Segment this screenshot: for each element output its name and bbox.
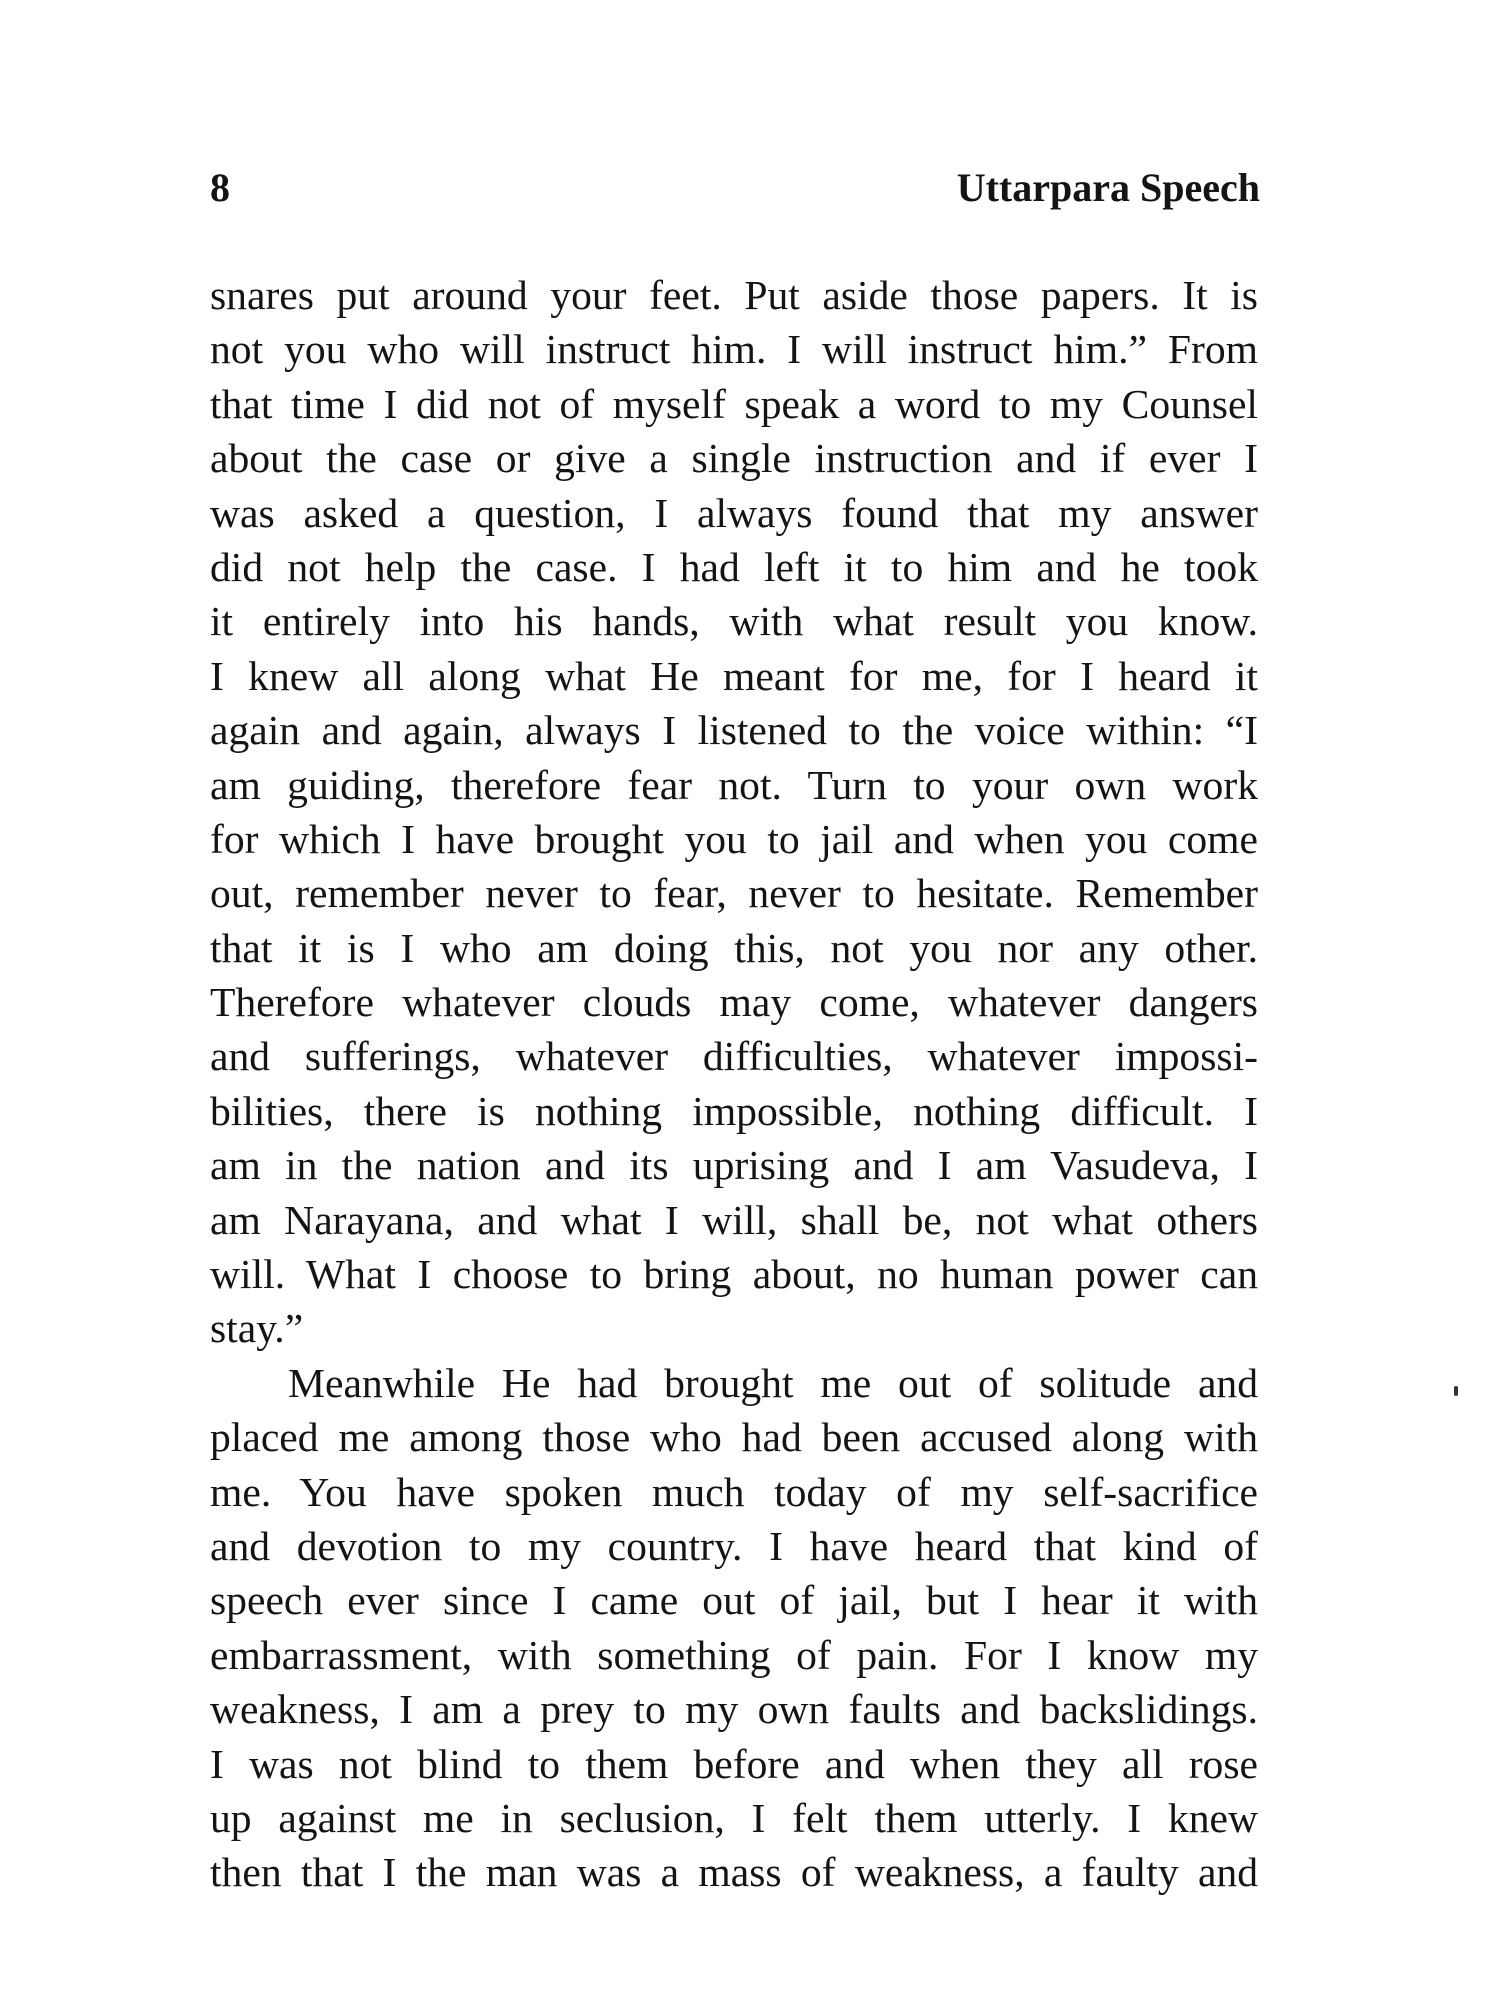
text-line: snares put around your feet. Put aside those papers. It is: [210, 272, 1258, 318]
text-line: Therefore whatever clouds may come, whatever dangers: [210, 979, 1258, 1026]
text-line: speech ever since I came out of jail, but I hear it with: [210, 1577, 1258, 1624]
running-title: Uttarpara Speech: [956, 165, 1260, 210]
text-line: did not help the case. I had left it to him and he took: [210, 543, 1258, 590]
text-line: that time I did not of myself speak a word to my Counsel: [210, 380, 1258, 427]
text-line: will. What I choose to bring about, no human power can: [210, 1251, 1258, 1298]
text-line: am in the nation and its uprising and I am Vasudeva, I: [210, 1142, 1258, 1189]
text-line: not you who will instruct him. I will instruct him.” From: [210, 326, 1258, 373]
text-line: bilities, there is nothing impossible, nothing difficult. I: [210, 1087, 1258, 1134]
text-line: embarrassment, with something of pain. For I know my: [210, 1631, 1258, 1678]
text-line: am Narayana, and what I will, shall be, not what others: [210, 1196, 1258, 1243]
text-line: I was not blind to them before and when they all rose: [210, 1740, 1258, 1787]
text-line: again and again, always I listened to the voice within: “I: [210, 707, 1258, 754]
text-line: for which I have brought you to jail and when you come: [210, 815, 1258, 862]
text-line: out, remember never to fear, never to hesitate. Remember: [210, 870, 1258, 917]
paragraph-2: [210, 1356, 1258, 1900]
page-number: 8: [210, 165, 230, 210]
text-line: I knew all along what He meant for me, for I heard it: [210, 652, 1258, 699]
text-line: it entirely into his hands, with what result you know.: [210, 598, 1258, 645]
paragraph-1: [210, 268, 1258, 1356]
text-line: Meanwhile He had brought me out of solitude and: [288, 1359, 1258, 1406]
page-header: [210, 164, 1260, 224]
text-line: and sufferings, whatever difficulties, whatever impossi-: [210, 1033, 1258, 1080]
text-line: that it is I who am doing this, not you nor any other.: [210, 924, 1258, 971]
text-line: am guiding, therefore fear not. Turn to your own work: [210, 761, 1258, 808]
ink-speck: [1454, 1386, 1458, 1396]
text-line: was asked a question, I always found that my answer: [210, 489, 1258, 536]
text-line: about the case or give a single instruction and if ever I: [210, 435, 1258, 482]
body-text: [210, 268, 1258, 1900]
text-line: and devotion to my country. I have heard that kind of: [210, 1522, 1258, 1569]
text-line: me. You have spoken much today of my self-sacrifice: [210, 1468, 1258, 1515]
text-line: weakness, I am a prey to my own faults and backslidings.: [210, 1686, 1258, 1733]
text-line: then that I the man was a mass of weakness, a faulty and: [210, 1849, 1258, 1896]
text-line: stay.”: [210, 1305, 304, 1352]
text-line: placed me among those who had been accused along with: [210, 1414, 1258, 1461]
text-line: up against me in seclusion, I felt them utterly. I knew: [210, 1794, 1258, 1841]
